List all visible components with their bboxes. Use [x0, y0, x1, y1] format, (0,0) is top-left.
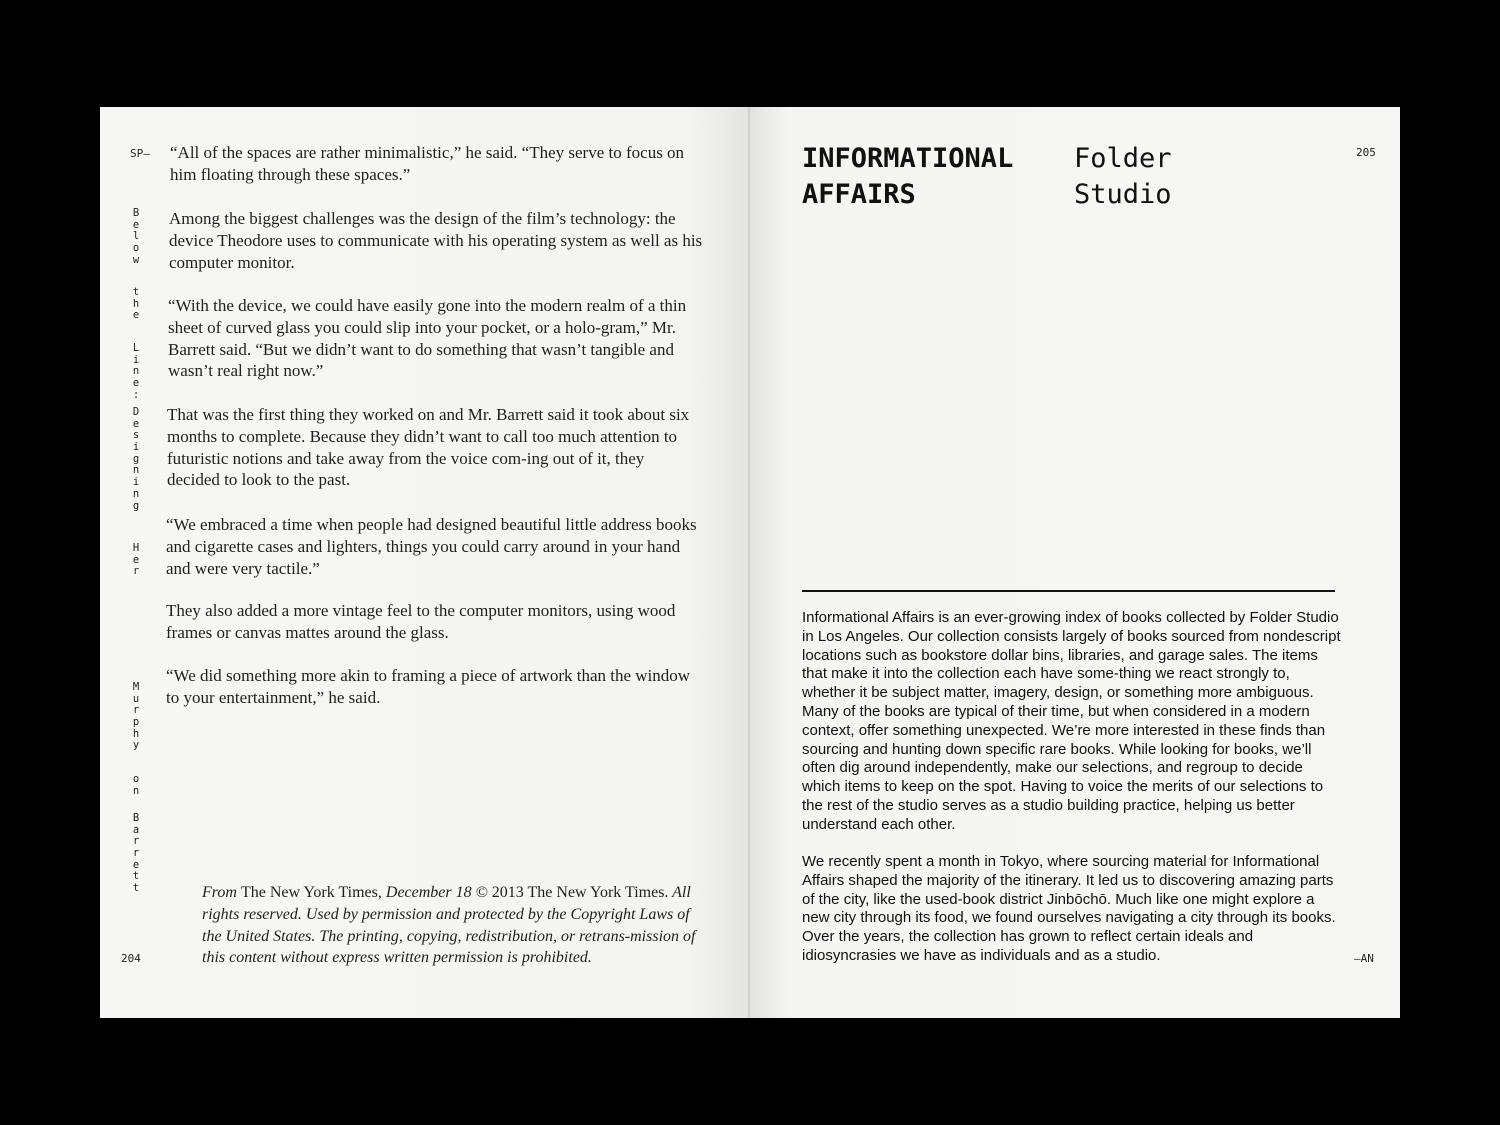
vertical-title-on	[131, 774, 141, 797]
vertical-title-letter: n	[132, 487, 140, 500]
vertical-title-letter: o	[132, 242, 140, 255]
body-paragraph: “All of the spaces are rather minimalistic,” he said. “They serve to focus on him floating through these spaces.”	[170, 143, 685, 184]
body-paragraph: Informational Affairs is an ever-growing index of books collected by Folder Studio in Los Angeles. Our collection consists largely of books sourced from nondescript locations such as bookstore dollar bins, libraries, and garage sales. The items that make it into the collection each have some-thing we react strongly to, whether it be subject matter, imagery, design, or something more ambiguous. Many of the books are typical of their time, but when considered in a modern context, offer something unexpected. We’re more interested in these finds than sourcing and hunting down specific rare books. While looking for books, we’ll often dig around independently, make our selections, and regroup to decide which items to keep on the spot. Having to voice the merits of our selections to the rest of the studio serves as a studio building practice, helping us better understand each other.	[802, 609, 1341, 833]
credit-rights: All rights reserved. Used by permission and protected by the Copyright Laws of the United States. The printing, copying, redistribution, or retrans-mission of this content without express written permission is prohibited.	[202, 884, 696, 967]
horizontal-rule	[802, 590, 1335, 592]
body-paragraph: We recently spent a month in Tokyo, where sourcing material for Informational Affairs shaped the majority of the itinerary. It led us to discovering amazing parts of the city, like the used-book district Jinbōchō. Much like one might explore a new city through its food, we found ourselves navigating a city through its books. Over the years, the collection has grown to reflect certain ideals and idiosyncrasies we have as individuals and as a studio.	[802, 853, 1336, 964]
vertical-title-letter: h	[132, 297, 140, 310]
vertical-title-line	[131, 343, 141, 401]
vertical-title-letter: M	[132, 681, 140, 693]
credit-from: From	[202, 884, 237, 901]
credit-date: December 18 ©	[385, 884, 488, 901]
vertical-title-letter: r	[132, 565, 140, 578]
left-page	[100, 107, 750, 1018]
page-number-left: 204	[121, 952, 141, 965]
vertical-title-murphy	[131, 682, 141, 752]
vertical-title-letter: a	[132, 823, 140, 836]
vertical-title-letter: r	[132, 835, 140, 848]
vertical-title-letter: l	[132, 230, 140, 243]
author-end-mark: –AN	[1354, 952, 1374, 965]
title-line: Folder	[1074, 143, 1172, 174]
vertical-title-letter: e	[132, 417, 140, 430]
vertical-title-letter: u	[132, 692, 140, 705]
vertical-title-letter: t	[132, 870, 140, 883]
vertical-title-letter: n	[132, 365, 140, 378]
vertical-title-letter: r	[132, 704, 140, 717]
credit-year-owner: 2013 The New York Times.	[491, 884, 669, 901]
vertical-title-letter: g	[132, 452, 140, 465]
vertical-title-letter: p	[132, 716, 140, 729]
body-paragraph: They also added a more vintage feel to the computer monitors, using wood frames or canvas mattes around the glass.	[166, 601, 676, 642]
body-paragraph: “We did something more akin to framing a piece of artwork than the window to your entertainment,” he said.	[166, 666, 691, 707]
body-paragraph: That was the first thing they worked on and Mr. Barrett said it took about six months to complete. Because they didn’t want to call too much attention to futuristic notions and take away from the voice com-ing out of it, they decided to look to the past.	[167, 405, 690, 490]
vertical-title-letter: y	[132, 739, 140, 752]
title-folder-studio	[1074, 141, 1172, 213]
body-paragraph: Among the biggest challenges was the design of the film’s technology: the device Theodore uses to communicate with his operating system as well as his computer monitor.	[169, 209, 703, 272]
vertical-title-letter: t	[132, 286, 140, 298]
section-mark: SP–	[130, 147, 150, 160]
title-line: AFFAIRS	[802, 179, 916, 210]
vertical-title-letter: n	[132, 784, 140, 797]
title-line: Studio	[1074, 179, 1172, 210]
vertical-title-letter: e	[132, 858, 140, 871]
vertical-title-barrett	[131, 813, 141, 895]
vertical-title-letter: n	[132, 464, 140, 477]
vertical-title-letter: h	[132, 727, 140, 740]
vertical-title-letter: :	[132, 388, 140, 401]
vertical-title-designing	[131, 407, 141, 512]
vertical-title-letter: i	[132, 441, 140, 454]
title-informational-affairs	[802, 141, 1013, 213]
vertical-title-letter: B	[132, 207, 140, 219]
vertical-title-letter: i	[132, 353, 140, 366]
vertical-title-the	[131, 287, 141, 322]
vertical-title-letter: e	[132, 553, 140, 566]
vertical-title-letter: s	[132, 429, 140, 442]
vertical-title-letter: e	[132, 218, 140, 231]
vertical-title-letter: o	[132, 773, 140, 785]
vertical-title-letter: e	[132, 309, 140, 322]
vertical-title-letter: L	[132, 342, 140, 354]
vertical-title-below	[131, 208, 141, 266]
vertical-title-letter: D	[132, 406, 140, 418]
vertical-title-letter: r	[132, 847, 140, 860]
vertical-title-letter: t	[132, 882, 140, 895]
body-paragraph: “We embraced a time when people had designed beautiful little address books and cigarette cases and lighters, things you could carry around in your hand and were very tactile.”	[166, 515, 697, 578]
body-paragraph: “With the device, we could have easily gone into the modern realm of a thin sheet of curved glass you could slip into your pocket, or a holo-gram,” Mr. Barrett said. “But we didn’t want to do something that wasn’t tangible and wasn’t real right now.”	[168, 296, 687, 381]
vertical-title-letter: H	[132, 542, 140, 554]
vertical-title-letter: B	[132, 812, 140, 824]
right-page	[750, 107, 1400, 1018]
credit-publication: The New York Times,	[240, 884, 382, 901]
vertical-title-letter: i	[132, 476, 140, 489]
copyright-credit	[202, 882, 702, 969]
vertical-title-letter: w	[132, 253, 140, 266]
page-number-right: 205	[1356, 146, 1376, 159]
vertical-title-her	[131, 543, 141, 578]
vertical-title-letter: g	[132, 499, 140, 512]
vertical-title-letter: e	[132, 377, 140, 390]
title-line: INFORMATIONAL	[802, 143, 1014, 174]
